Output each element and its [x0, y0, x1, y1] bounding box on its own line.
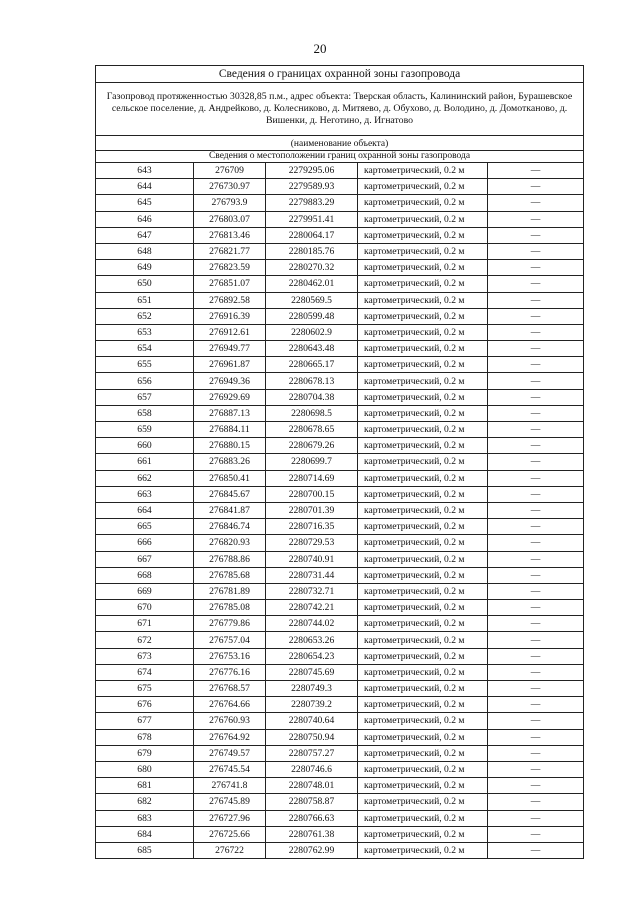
x-coordinate-cell: 276749.57 — [194, 745, 266, 761]
point-number-cell: 652 — [96, 308, 194, 324]
note-cell: — — [488, 422, 584, 438]
method-cell: картометрический, 0.2 м — [358, 551, 488, 567]
y-coordinate-cell: 2280757.27 — [266, 745, 358, 761]
page-number: 20 — [313, 41, 327, 56]
x-coordinate-cell: 276793.9 — [194, 195, 266, 211]
point-number-cell: 685 — [96, 842, 194, 858]
note-cell: — — [488, 632, 584, 648]
table-row — [96, 357, 584, 373]
y-coordinate-cell: 2280761.38 — [266, 826, 358, 842]
point-number-cell: 676 — [96, 697, 194, 713]
y-coordinate-cell: 2280714.69 — [266, 470, 358, 486]
x-coordinate-cell: 276709 — [194, 163, 266, 179]
table-row — [96, 195, 584, 211]
method-cell: картометрический, 0.2 м — [358, 632, 488, 648]
note-cell: — — [488, 810, 584, 826]
table-row — [96, 551, 584, 567]
table-row — [96, 454, 584, 470]
y-coordinate-cell: 2280699.7 — [266, 454, 358, 470]
point-number-cell: 661 — [96, 454, 194, 470]
method-cell: картометрический, 0.2 м — [358, 502, 488, 518]
y-coordinate-cell: 2280745.69 — [266, 664, 358, 680]
point-number-cell: 663 — [96, 486, 194, 502]
method-cell: картометрический, 0.2 м — [358, 389, 488, 405]
method-cell: картометрический, 0.2 м — [358, 260, 488, 276]
point-number-cell: 673 — [96, 648, 194, 664]
point-number-cell: 667 — [96, 551, 194, 567]
table-row — [96, 308, 584, 324]
x-coordinate-cell: 276912.61 — [194, 324, 266, 340]
x-coordinate-cell: 276788.86 — [194, 551, 266, 567]
y-coordinate-cell: 2280679.26 — [266, 438, 358, 454]
note-cell: — — [488, 826, 584, 842]
y-coordinate-cell: 2280185.76 — [266, 243, 358, 259]
x-coordinate-cell: 276823.59 — [194, 260, 266, 276]
note-cell: — — [488, 195, 584, 211]
y-coordinate-cell: 2280678.13 — [266, 373, 358, 389]
point-number-cell: 664 — [96, 502, 194, 518]
method-cell: картометрический, 0.2 м — [358, 567, 488, 583]
method-cell: картометрический, 0.2 м — [358, 373, 488, 389]
method-cell: картометрический, 0.2 м — [358, 810, 488, 826]
note-cell: — — [488, 454, 584, 470]
method-cell: картометрический, 0.2 м — [358, 243, 488, 259]
note-cell: — — [488, 745, 584, 761]
x-coordinate-cell: 276779.86 — [194, 616, 266, 632]
method-cell: картометрический, 0.2 м — [358, 227, 488, 243]
x-coordinate-cell: 276841.87 — [194, 502, 266, 518]
object-name-caption: (наименование объекта) — [96, 139, 584, 151]
y-coordinate-cell: 2280758.87 — [266, 794, 358, 810]
note-cell: — — [488, 681, 584, 697]
y-coordinate-cell: 2279883.29 — [266, 195, 358, 211]
method-cell: картометрический, 0.2 м — [358, 211, 488, 227]
table-row — [96, 616, 584, 632]
point-number-cell: 665 — [96, 519, 194, 535]
table-row — [96, 405, 584, 421]
method-cell: картометрический, 0.2 м — [358, 179, 488, 195]
point-number-cell: 659 — [96, 422, 194, 438]
table-row — [96, 373, 584, 389]
y-coordinate-cell: 2280665.17 — [266, 357, 358, 373]
table-row — [96, 648, 584, 664]
y-coordinate-cell: 2280653.26 — [266, 632, 358, 648]
note-cell: — — [488, 276, 584, 292]
x-coordinate-cell: 276725.66 — [194, 826, 266, 842]
y-coordinate-cell: 2280698.5 — [266, 405, 358, 421]
method-cell: картометрический, 0.2 м — [358, 276, 488, 292]
table-row — [96, 292, 584, 308]
x-coordinate-cell: 276727.96 — [194, 810, 266, 826]
note-cell: — — [488, 389, 584, 405]
x-coordinate-cell: 276821.77 — [194, 243, 266, 259]
point-number-cell: 669 — [96, 583, 194, 599]
title-row — [96, 66, 584, 83]
x-coordinate-cell: 276961.87 — [194, 357, 266, 373]
point-number-cell: 657 — [96, 389, 194, 405]
table-row — [96, 826, 584, 842]
x-coordinate-cell: 276883.26 — [194, 454, 266, 470]
method-cell: картометрический, 0.2 м — [358, 826, 488, 842]
x-coordinate-cell: 276745.54 — [194, 761, 266, 777]
x-coordinate-cell: 276764.66 — [194, 697, 266, 713]
table-row — [96, 324, 584, 340]
y-coordinate-cell: 2280270.32 — [266, 260, 358, 276]
note-cell: — — [488, 761, 584, 777]
method-cell: картометрический, 0.2 м — [358, 341, 488, 357]
method-cell: картометрический, 0.2 м — [358, 616, 488, 632]
method-cell: картометрический, 0.2 м — [358, 648, 488, 664]
note-cell: — — [488, 729, 584, 745]
method-cell: картометрический, 0.2 м — [358, 745, 488, 761]
x-coordinate-cell: 276785.08 — [194, 600, 266, 616]
point-number-cell: 680 — [96, 761, 194, 777]
y-coordinate-cell: 2280602.9 — [266, 324, 358, 340]
table-row — [96, 470, 584, 486]
x-coordinate-cell: 276753.16 — [194, 648, 266, 664]
point-number-cell: 644 — [96, 179, 194, 195]
table-row — [96, 422, 584, 438]
table-row — [96, 600, 584, 616]
y-coordinate-cell: 2280678.65 — [266, 422, 358, 438]
point-number-cell: 643 — [96, 163, 194, 179]
point-number-cell: 653 — [96, 324, 194, 340]
point-number-cell: 674 — [96, 664, 194, 680]
y-coordinate-cell: 2280740.91 — [266, 551, 358, 567]
point-number-cell: 658 — [96, 405, 194, 421]
x-coordinate-cell: 276730.97 — [194, 179, 266, 195]
x-coordinate-cell: 276757.04 — [194, 632, 266, 648]
point-number-cell: 647 — [96, 227, 194, 243]
x-coordinate-cell: 276722 — [194, 842, 266, 858]
x-coordinate-cell: 276760.93 — [194, 713, 266, 729]
table-row — [96, 486, 584, 502]
point-number-cell: 651 — [96, 292, 194, 308]
table-row — [96, 778, 584, 794]
point-number-cell: 648 — [96, 243, 194, 259]
table-row — [96, 502, 584, 518]
point-number-cell: 678 — [96, 729, 194, 745]
point-number-cell: 679 — [96, 745, 194, 761]
x-coordinate-cell: 276880.15 — [194, 438, 266, 454]
point-number-cell: 646 — [96, 211, 194, 227]
table-row — [96, 632, 584, 648]
method-cell: картометрический, 0.2 м — [358, 422, 488, 438]
y-coordinate-cell: 2280462.01 — [266, 276, 358, 292]
y-coordinate-cell: 2280748.01 — [266, 778, 358, 794]
point-number-cell: 654 — [96, 341, 194, 357]
x-coordinate-cell: 276892.58 — [194, 292, 266, 308]
method-cell: картометрический, 0.2 м — [358, 778, 488, 794]
point-number-cell: 683 — [96, 810, 194, 826]
note-cell: — — [488, 227, 584, 243]
note-cell: — — [488, 292, 584, 308]
point-number-cell: 656 — [96, 373, 194, 389]
point-number-cell: 645 — [96, 195, 194, 211]
note-cell: — — [488, 535, 584, 551]
table-row — [96, 664, 584, 680]
note-cell: — — [488, 470, 584, 486]
method-cell: картометрический, 0.2 м — [358, 842, 488, 858]
table-row — [96, 341, 584, 357]
y-coordinate-cell: 2280740.64 — [266, 713, 358, 729]
y-coordinate-cell: 2280700.15 — [266, 486, 358, 502]
y-coordinate-cell: 2279589.93 — [266, 179, 358, 195]
method-cell: картометрический, 0.2 м — [358, 794, 488, 810]
note-cell: — — [488, 713, 584, 729]
x-coordinate-cell: 276745.89 — [194, 794, 266, 810]
method-cell: картометрический, 0.2 м — [358, 761, 488, 777]
x-coordinate-cell: 276785.68 — [194, 567, 266, 583]
y-coordinate-cell: 2280742.21 — [266, 600, 358, 616]
note-cell: — — [488, 405, 584, 421]
point-number-cell: 670 — [96, 600, 194, 616]
note-cell: — — [488, 664, 584, 680]
point-number-cell: 650 — [96, 276, 194, 292]
note-cell: — — [488, 842, 584, 858]
point-number-cell: 675 — [96, 681, 194, 697]
note-cell: — — [488, 519, 584, 535]
y-coordinate-cell: 2280701.39 — [266, 502, 358, 518]
method-cell: картометрический, 0.2 м — [358, 195, 488, 211]
y-coordinate-cell: 2280643.48 — [266, 341, 358, 357]
table-row — [96, 583, 584, 599]
table-row — [96, 697, 584, 713]
point-number-cell: 662 — [96, 470, 194, 486]
y-coordinate-cell: 2280750.94 — [266, 729, 358, 745]
y-coordinate-cell: 2280569.5 — [266, 292, 358, 308]
table-row — [96, 243, 584, 259]
method-cell: картометрический, 0.2 м — [358, 454, 488, 470]
note-cell: — — [488, 357, 584, 373]
y-coordinate-cell: 2280704.38 — [266, 389, 358, 405]
point-number-cell: 671 — [96, 616, 194, 632]
table-row — [96, 567, 584, 583]
y-coordinate-cell: 2280064.17 — [266, 227, 358, 243]
method-cell: картометрический, 0.2 м — [358, 519, 488, 535]
y-coordinate-cell: 2280749.3 — [266, 681, 358, 697]
note-cell: — — [488, 211, 584, 227]
point-number-cell: 660 — [96, 438, 194, 454]
method-cell: картометрический, 0.2 м — [358, 697, 488, 713]
description-row — [96, 83, 584, 136]
method-cell: картометрический, 0.2 м — [358, 681, 488, 697]
method-cell: картометрический, 0.2 м — [358, 600, 488, 616]
note-cell: — — [488, 373, 584, 389]
table-row — [96, 211, 584, 227]
table-row — [96, 276, 584, 292]
note-cell: — — [488, 551, 584, 567]
note-cell: — — [488, 260, 584, 276]
x-coordinate-cell: 276851.07 — [194, 276, 266, 292]
method-cell: картометрический, 0.2 м — [358, 486, 488, 502]
method-cell: картометрический, 0.2 м — [358, 583, 488, 599]
point-number-cell: 677 — [96, 713, 194, 729]
x-coordinate-cell: 276845.67 — [194, 486, 266, 502]
y-coordinate-cell: 2280654.23 — [266, 648, 358, 664]
table-row — [96, 761, 584, 777]
table-row — [96, 438, 584, 454]
object-name-row — [96, 139, 584, 151]
note-cell: — — [488, 794, 584, 810]
y-coordinate-cell: 2280766.63 — [266, 810, 358, 826]
method-cell: картометрический, 0.2 м — [358, 357, 488, 373]
note-cell: — — [488, 163, 584, 179]
table-body — [96, 66, 584, 859]
note-cell: — — [488, 648, 584, 664]
table-title: Сведения о границах охранной зоны газопровода — [96, 66, 584, 83]
note-cell: — — [488, 567, 584, 583]
point-number-cell: 666 — [96, 535, 194, 551]
method-cell: картометрический, 0.2 м — [358, 664, 488, 680]
method-cell: картометрический, 0.2 м — [358, 292, 488, 308]
method-cell: картометрический, 0.2 м — [358, 713, 488, 729]
table-row — [96, 729, 584, 745]
location-caption: Сведения о местоположении границ охранной зоны газопровода — [96, 151, 584, 163]
y-coordinate-cell: 2280731.44 — [266, 567, 358, 583]
y-coordinate-cell: 2280729.53 — [266, 535, 358, 551]
table-row — [96, 389, 584, 405]
x-coordinate-cell: 276781.89 — [194, 583, 266, 599]
table-row — [96, 713, 584, 729]
point-number-cell: 649 — [96, 260, 194, 276]
table-row — [96, 681, 584, 697]
x-coordinate-cell: 276813.46 — [194, 227, 266, 243]
note-cell: — — [488, 502, 584, 518]
method-cell: картометрический, 0.2 м — [358, 308, 488, 324]
x-coordinate-cell: 276768.57 — [194, 681, 266, 697]
note-cell: — — [488, 778, 584, 794]
y-coordinate-cell: 2280739.2 — [266, 697, 358, 713]
x-coordinate-cell: 276850.41 — [194, 470, 266, 486]
note-cell: — — [488, 179, 584, 195]
boundary-table — [95, 65, 584, 859]
table-row — [96, 519, 584, 535]
note-cell: — — [488, 324, 584, 340]
table-row — [96, 179, 584, 195]
y-coordinate-cell: 2280744.02 — [266, 616, 358, 632]
y-coordinate-cell: 2280746.6 — [266, 761, 358, 777]
point-number-cell: 655 — [96, 357, 194, 373]
x-coordinate-cell: 276916.39 — [194, 308, 266, 324]
x-coordinate-cell: 276949.77 — [194, 341, 266, 357]
y-coordinate-cell: 2280599.48 — [266, 308, 358, 324]
note-cell: — — [488, 438, 584, 454]
x-coordinate-cell: 276929.69 — [194, 389, 266, 405]
object-description: Газопровод протяженностью 30328,85 п.м., адрес объекта: Тверская область, Калининский район, Бурашевское сельское поселение, д. Андрейково, д. Колесниково, д. Митяево, д. Обухово, д. Володино, д. Домотканово, д. Вишенки, д. Неготино, д. Игнатово — [96, 83, 584, 136]
point-number-cell: 672 — [96, 632, 194, 648]
note-cell: — — [488, 486, 584, 502]
method-cell: картометрический, 0.2 м — [358, 405, 488, 421]
y-coordinate-cell: 2280716.35 — [266, 519, 358, 535]
table-row — [96, 842, 584, 858]
y-coordinate-cell: 2279295.06 — [266, 163, 358, 179]
x-coordinate-cell: 276846.74 — [194, 519, 266, 535]
y-coordinate-cell: 2280732.71 — [266, 583, 358, 599]
table-row — [96, 227, 584, 243]
note-cell: — — [488, 600, 584, 616]
method-cell: картометрический, 0.2 м — [358, 729, 488, 745]
note-cell: — — [488, 341, 584, 357]
method-cell: картометрический, 0.2 м — [358, 535, 488, 551]
point-number-cell: 668 — [96, 567, 194, 583]
y-coordinate-cell: 2280762.99 — [266, 842, 358, 858]
point-number-cell: 682 — [96, 794, 194, 810]
point-number-cell: 684 — [96, 826, 194, 842]
note-cell: — — [488, 308, 584, 324]
table-row — [96, 535, 584, 551]
x-coordinate-cell: 276887.13 — [194, 405, 266, 421]
note-cell: — — [488, 243, 584, 259]
method-cell: картометрический, 0.2 м — [358, 324, 488, 340]
table-row — [96, 260, 584, 276]
method-cell: картометрический, 0.2 м — [358, 438, 488, 454]
x-coordinate-cell: 276803.07 — [194, 211, 266, 227]
x-coordinate-cell: 276949.36 — [194, 373, 266, 389]
x-coordinate-cell: 276741.8 — [194, 778, 266, 794]
x-coordinate-cell: 276884.11 — [194, 422, 266, 438]
table-row — [96, 163, 584, 179]
x-coordinate-cell: 276776.16 — [194, 664, 266, 680]
method-cell: картометрический, 0.2 м — [358, 163, 488, 179]
x-coordinate-cell: 276764.92 — [194, 729, 266, 745]
table-row — [96, 794, 584, 810]
y-coordinate-cell: 2279951.41 — [266, 211, 358, 227]
method-cell: картометрический, 0.2 м — [358, 470, 488, 486]
note-cell: — — [488, 616, 584, 632]
table-row — [96, 810, 584, 826]
x-coordinate-cell: 276820.93 — [194, 535, 266, 551]
location-row — [96, 151, 584, 163]
table-row — [96, 745, 584, 761]
note-cell: — — [488, 583, 584, 599]
note-cell: — — [488, 697, 584, 713]
point-number-cell: 681 — [96, 778, 194, 794]
